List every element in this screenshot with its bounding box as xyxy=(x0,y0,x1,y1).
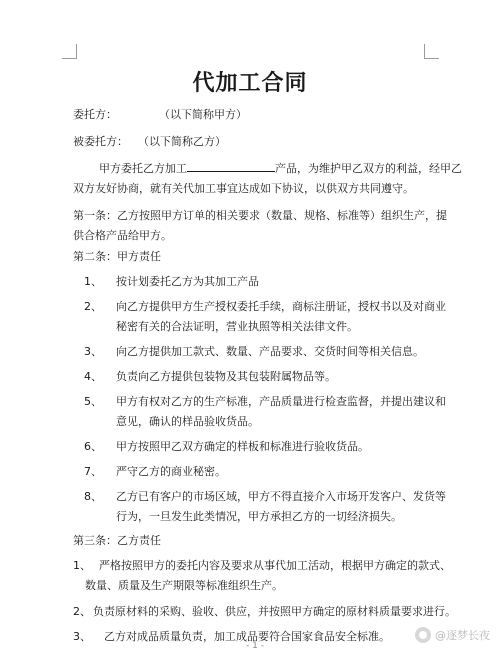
list-item: 严格按照甲方的委托内容及要求从事代加工活动，根据甲方确定的款式、 xyxy=(99,559,451,572)
list-item-number: 5、 xyxy=(84,395,102,408)
watermark xyxy=(415,627,490,643)
page-number: - 1 - xyxy=(246,641,264,651)
list-item-number: 6、 xyxy=(84,440,102,453)
list-item-number: 4、 xyxy=(84,370,102,383)
article1-line-2: 供合格产品给甲方。 xyxy=(73,229,172,242)
document-title: 代加工合同 xyxy=(192,71,308,96)
margin-corner-top-right xyxy=(424,44,439,59)
list-item-number: 2、 xyxy=(84,300,102,313)
contractor-value: （以下简称乙方） xyxy=(138,135,226,148)
intro-line-1: 甲方委托乙方加工 产品，为维护甲乙双方的利益，经甲乙 xyxy=(99,158,462,180)
client-value: （以下简称甲方） xyxy=(159,108,247,121)
list-item: 向乙方提供加工款式、数量、产品要求、交货时间等相关信息。 xyxy=(116,345,424,358)
article3-heading: 第三条：乙方责任 xyxy=(73,534,161,547)
list-item-number: 7、 xyxy=(84,465,102,478)
article2-heading: 第二条：甲方责任 xyxy=(73,250,161,263)
list-item: 负责向乙方提供包装物及其包装附属物品等。 xyxy=(116,370,336,383)
list-item: 乙方对成品质量负责，加工成品要符合国家食品安全标准。 xyxy=(104,630,390,643)
list-item-number: 2、 xyxy=(73,605,91,618)
article1-line-1: 第一条：乙方按照甲方订单的相关要求（数量、规格、标准等）组织生产，提 xyxy=(73,209,447,222)
product-blank[interactable] xyxy=(187,159,275,172)
intro-line-2: 双方友好协商，就有关代加工事宜达成如下协议，以供双方共同遵守。 xyxy=(73,182,414,195)
list-item: 意见，确认的样品验收货品。 xyxy=(116,415,259,428)
contractor-label: 被委托方： xyxy=(73,135,128,148)
margin-corner-top-left xyxy=(62,44,77,59)
list-item: 数量、质量及生产期限等标准组织生产。 xyxy=(85,579,283,592)
list-item-number: 1、 xyxy=(84,275,102,288)
client-line xyxy=(73,104,247,126)
list-item: 行为，一旦发生此类情况，甲方承担乙方的一切经济损失。 xyxy=(116,510,402,523)
list-item: 向乙方提供甲方生产授权委托手续，商标注册证，授权书以及对商业 xyxy=(116,300,446,313)
list-item-number: 3、 xyxy=(84,345,102,358)
list-item: 乙方已有客户的市场区域，甲方不得直接介入市场开发客户、发货等 xyxy=(116,490,446,503)
client-label: 委托方： xyxy=(73,108,117,121)
list-item-number: 1、 xyxy=(73,559,91,572)
list-item: 甲方按照甲乙双方确定的样板和标准进行验收货品。 xyxy=(116,440,369,453)
list-item: 甲方有权对乙方的生产标准，产品质量进行检查监督，并提出建议和 xyxy=(116,395,446,408)
list-item: 严守乙方的商业秘密。 xyxy=(116,465,226,478)
list-item: 秘密有关的合法证明，营业执照等相关法律文件。 xyxy=(116,320,358,333)
watermark-text: @逐梦长夜 xyxy=(435,629,490,642)
contractor-line xyxy=(73,131,226,153)
watermark-logo-icon xyxy=(415,627,431,643)
list-item: 按计划委托乙方为其加工产品 xyxy=(116,275,259,288)
list-item-number: 8、 xyxy=(84,490,102,503)
list-item-number: 3、 xyxy=(73,630,91,643)
list-item: 负责原材料的采购、验收、供应，并按照甲方确定的原材料质量要求进行。 xyxy=(93,605,456,618)
